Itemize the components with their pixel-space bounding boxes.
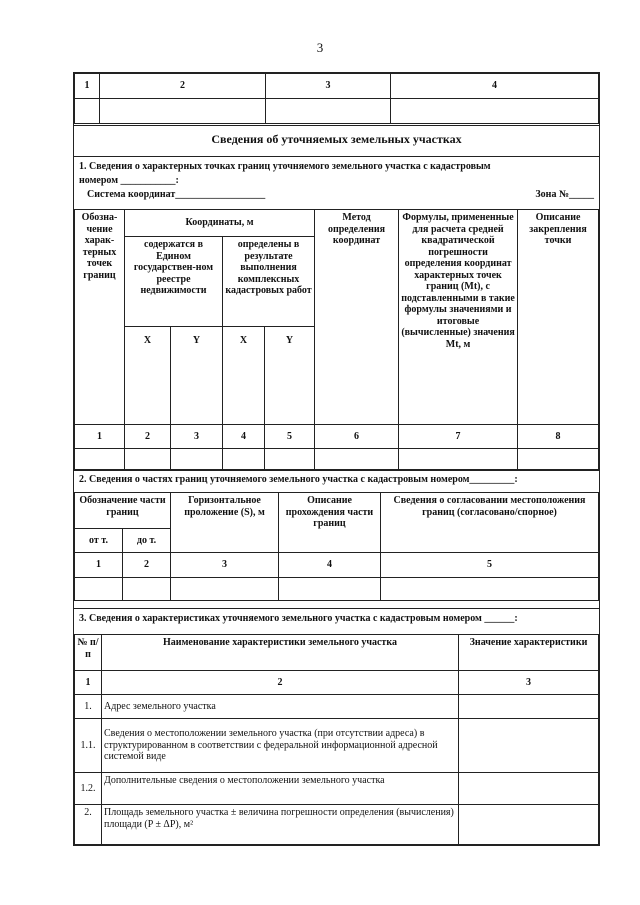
- header-formulas: Формулы, примененные для расчета средней квадратической погрешности определения координат характерных точек границ (Mt), с подставленными в такие формулы значениями и итоговые (вычисленные) значения Mt, м: [399, 210, 518, 425]
- section-1: [74, 156, 599, 471]
- header-method: Метод определения координат: [315, 210, 399, 425]
- col-number: 5: [265, 425, 315, 449]
- header-y: Y: [265, 327, 315, 425]
- row-number: 1.2.: [75, 773, 102, 805]
- section-2: [74, 469, 599, 601]
- header-parts: Обозначение части границ: [75, 493, 171, 529]
- header-num: № п/п: [75, 635, 102, 671]
- row-text: Дополнительные сведения о местоположении земельного участка: [102, 773, 459, 805]
- row-value: [459, 695, 599, 719]
- col-number: 2: [123, 553, 171, 578]
- row-text: Сведения о местоположении земельного участка (при отсутствии адреса) в структурированном в соответствии с федеральной информационной адресной системой виде: [102, 719, 459, 773]
- col-number: 4: [223, 425, 265, 449]
- header-from: от т.: [75, 529, 123, 553]
- section-3: [74, 608, 599, 845]
- section-2-intro: 2. Сведения о частях границ уточняемого земельного участка с кадастровым номером_________:: [79, 474, 518, 485]
- section-3-intro: 3. Сведения о характеристиках уточняемого земельного участка с кадастровым номером ______:: [79, 613, 518, 624]
- form-document: [73, 72, 600, 846]
- top-table-section: [74, 73, 599, 124]
- parts-table: [74, 492, 599, 601]
- row-value: [459, 773, 599, 805]
- header-cell: 2: [100, 74, 266, 99]
- coord-system-label: Система координат__________________: [87, 189, 266, 200]
- col-number: 5: [381, 553, 599, 578]
- points-table: [74, 209, 599, 471]
- row-number: 1.: [75, 695, 102, 719]
- col-number: 1: [75, 553, 123, 578]
- header-cell: 1: [75, 74, 100, 99]
- header-name: Наименование характеристики земельного участка: [102, 635, 459, 671]
- col-number: 3: [459, 671, 599, 695]
- header-in-egrn: содержатся в Едином государствен-ном реестре недвижимости: [125, 237, 223, 327]
- header-to: до т.: [123, 529, 171, 553]
- header-coordinates: Координаты, м: [125, 210, 315, 237]
- col-number: 1: [75, 425, 125, 449]
- col-number: 3: [171, 425, 223, 449]
- section-1-intro: [74, 157, 599, 209]
- row-text: Адрес земельного участка: [102, 695, 459, 719]
- top-table: [74, 73, 599, 124]
- col-number: 3: [171, 553, 279, 578]
- col-number: 1: [75, 671, 102, 695]
- row-number: 1.1.: [75, 719, 102, 773]
- section-title: Сведения об уточняемых земельных участках: [211, 132, 462, 146]
- header-passage: Описание прохождения части границ: [279, 493, 381, 553]
- header-x: X: [125, 327, 171, 425]
- col-number: 2: [102, 671, 459, 695]
- header-x: X: [223, 327, 265, 425]
- row-value: [459, 719, 599, 773]
- col-number: 6: [315, 425, 399, 449]
- header-value: Значение характеристики: [459, 635, 599, 671]
- row-number: 2.: [75, 805, 102, 845]
- zone-label: Зона №_____: [535, 189, 594, 200]
- row-text: Площадь земельного участка ± величина погрешности определения (вычисления) площади (P ± ΔP), м²: [102, 805, 459, 845]
- header-description: Описание закрепления точки: [518, 210, 599, 425]
- header-defined: определены в результате выполнения комплексных кадастровых работ: [223, 237, 315, 327]
- header-designation: Обозна-чение харак-терных точек границ: [75, 210, 125, 425]
- section-title-block: [74, 125, 599, 156]
- header-cell: 4: [391, 74, 599, 99]
- header-agreement: Сведения о согласовании местоположения границ (согласовано/спорное): [381, 493, 599, 553]
- row-value: [459, 805, 599, 845]
- col-number: 2: [125, 425, 171, 449]
- col-number: 8: [518, 425, 599, 449]
- section-1-intro-line1: 1. Сведения о характерных точках границ уточняемого земельного участка с кадастровым: [79, 161, 491, 172]
- characteristics-table: [74, 634, 599, 845]
- header-y: Y: [171, 327, 223, 425]
- header-horizontal: Горизонтальное проложение (S), м: [171, 493, 279, 553]
- section-1-intro-line2: номером ___________:: [79, 174, 179, 186]
- header-cell: 3: [266, 74, 391, 99]
- page-number: 3: [316, 40, 324, 55]
- col-number: 7: [399, 425, 518, 449]
- col-number: 4: [279, 553, 381, 578]
